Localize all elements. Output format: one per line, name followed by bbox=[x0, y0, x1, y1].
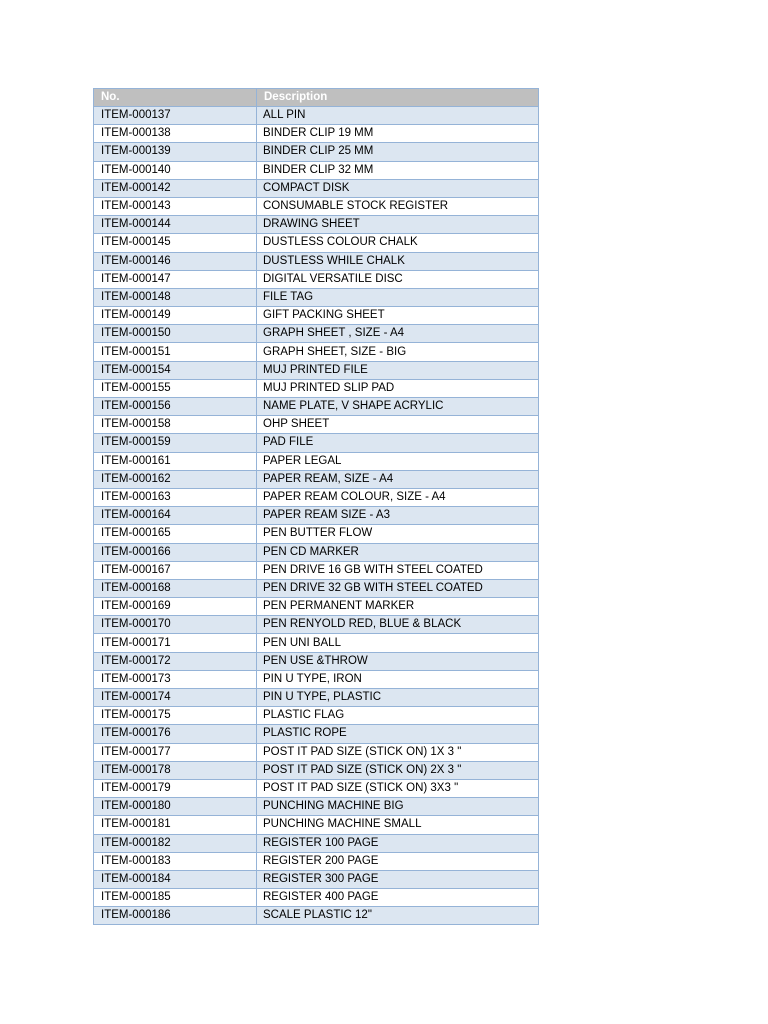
item-number-cell: ITEM-000147 bbox=[94, 270, 257, 288]
item-number-cell: ITEM-000150 bbox=[94, 325, 257, 343]
item-number-cell: ITEM-000174 bbox=[94, 689, 257, 707]
item-number-cell: ITEM-000164 bbox=[94, 507, 257, 525]
item-number-cell: ITEM-000185 bbox=[94, 889, 257, 907]
table-row bbox=[94, 689, 539, 707]
item-description-cell: PUNCHING MACHINE SMALL bbox=[257, 816, 539, 834]
table-row bbox=[94, 143, 539, 161]
item-description-cell: PEN USE &THROW bbox=[257, 652, 539, 670]
header-row bbox=[94, 89, 539, 107]
table-row bbox=[94, 507, 539, 525]
item-number-cell: ITEM-000161 bbox=[94, 452, 257, 470]
item-description-cell: PEN CD MARKER bbox=[257, 543, 539, 561]
table-row bbox=[94, 270, 539, 288]
table-row bbox=[94, 834, 539, 852]
item-number-cell: ITEM-000167 bbox=[94, 561, 257, 579]
table-row bbox=[94, 870, 539, 888]
item-description-cell: PLASTIC ROPE bbox=[257, 725, 539, 743]
table-row bbox=[94, 488, 539, 506]
item-number-cell: ITEM-000170 bbox=[94, 616, 257, 634]
item-description-cell: PAPER REAM SIZE - A3 bbox=[257, 507, 539, 525]
table-body bbox=[94, 107, 539, 925]
table-row bbox=[94, 543, 539, 561]
table-row bbox=[94, 125, 539, 143]
table-row bbox=[94, 416, 539, 434]
table-row bbox=[94, 161, 539, 179]
item-number-cell: ITEM-000172 bbox=[94, 652, 257, 670]
table-row bbox=[94, 561, 539, 579]
item-number-cell: ITEM-000166 bbox=[94, 543, 257, 561]
item-description-cell: PEN BUTTER FLOW bbox=[257, 525, 539, 543]
item-description-cell: GIFT PACKING SHEET bbox=[257, 307, 539, 325]
table-row bbox=[94, 852, 539, 870]
item-number-cell: ITEM-000168 bbox=[94, 579, 257, 597]
table-row bbox=[94, 816, 539, 834]
item-number-cell: ITEM-000175 bbox=[94, 707, 257, 725]
table-row bbox=[94, 743, 539, 761]
item-number-cell: ITEM-000137 bbox=[94, 107, 257, 125]
item-description-cell: REGISTER 400 PAGE bbox=[257, 889, 539, 907]
item-description-cell: PUNCHING MACHINE BIG bbox=[257, 798, 539, 816]
table-row bbox=[94, 434, 539, 452]
item-number-cell: ITEM-000180 bbox=[94, 798, 257, 816]
table-row bbox=[94, 634, 539, 652]
item-description-cell: COMPACT DISK bbox=[257, 179, 539, 197]
item-number-cell: ITEM-000184 bbox=[94, 870, 257, 888]
table-row bbox=[94, 288, 539, 306]
item-number-cell: ITEM-000165 bbox=[94, 525, 257, 543]
column-header-description: Description bbox=[257, 89, 539, 107]
item-number-cell: ITEM-000138 bbox=[94, 125, 257, 143]
table-row bbox=[94, 343, 539, 361]
item-description-cell: MUJ PRINTED FILE bbox=[257, 361, 539, 379]
item-number-cell: ITEM-000162 bbox=[94, 470, 257, 488]
item-number-cell: ITEM-000146 bbox=[94, 252, 257, 270]
item-description-cell: POST IT PAD SIZE (STICK ON) 2X 3 " bbox=[257, 761, 539, 779]
item-number-cell: ITEM-000177 bbox=[94, 743, 257, 761]
item-description-cell: DUSTLESS COLOUR CHALK bbox=[257, 234, 539, 252]
item-description-cell: ALL PIN bbox=[257, 107, 539, 125]
item-number-cell: ITEM-000156 bbox=[94, 398, 257, 416]
item-description-cell: POST IT PAD SIZE (STICK ON) 1X 3 " bbox=[257, 743, 539, 761]
item-description-cell: DRAWING SHEET bbox=[257, 216, 539, 234]
table-row bbox=[94, 889, 539, 907]
item-description-cell: BINDER CLIP 25 MM bbox=[257, 143, 539, 161]
table-row bbox=[94, 652, 539, 670]
item-number-cell: ITEM-000148 bbox=[94, 288, 257, 306]
item-description-cell: NAME PLATE, V SHAPE ACRYLIC bbox=[257, 398, 539, 416]
table-row bbox=[94, 179, 539, 197]
item-description-cell: PAPER REAM COLOUR, SIZE - A4 bbox=[257, 488, 539, 506]
item-description-cell: PLASTIC FLAG bbox=[257, 707, 539, 725]
table-row bbox=[94, 798, 539, 816]
table-row bbox=[94, 907, 539, 925]
item-description-cell: CONSUMABLE STOCK REGISTER bbox=[257, 197, 539, 215]
item-table bbox=[93, 88, 539, 925]
table-row bbox=[94, 234, 539, 252]
item-number-cell: ITEM-000154 bbox=[94, 361, 257, 379]
item-number-cell: ITEM-000163 bbox=[94, 488, 257, 506]
table-row bbox=[94, 779, 539, 797]
table-row bbox=[94, 725, 539, 743]
item-number-cell: ITEM-000178 bbox=[94, 761, 257, 779]
item-description-cell: POST IT PAD SIZE (STICK ON) 3X3 " bbox=[257, 779, 539, 797]
table-row bbox=[94, 670, 539, 688]
item-description-cell: OHP SHEET bbox=[257, 416, 539, 434]
table-row bbox=[94, 616, 539, 634]
item-description-cell: PEN DRIVE 32 GB WITH STEEL COATED bbox=[257, 579, 539, 597]
item-description-cell: DIGITAL VERSATILE DISC bbox=[257, 270, 539, 288]
item-number-cell: ITEM-000171 bbox=[94, 634, 257, 652]
item-description-cell: MUJ PRINTED SLIP PAD bbox=[257, 379, 539, 397]
item-description-cell: SCALE PLASTIC 12" bbox=[257, 907, 539, 925]
item-description-cell: PAPER REAM, SIZE - A4 bbox=[257, 470, 539, 488]
item-number-cell: ITEM-000144 bbox=[94, 216, 257, 234]
item-description-cell: PIN U TYPE, IRON bbox=[257, 670, 539, 688]
item-number-cell: ITEM-000179 bbox=[94, 779, 257, 797]
item-description-cell: REGISTER 300 PAGE bbox=[257, 870, 539, 888]
item-number-cell: ITEM-000159 bbox=[94, 434, 257, 452]
table-row bbox=[94, 307, 539, 325]
item-description-cell: BINDER CLIP 32 MM bbox=[257, 161, 539, 179]
item-number-cell: ITEM-000173 bbox=[94, 670, 257, 688]
item-description-cell: PEN RENYOLD RED, BLUE & BLACK bbox=[257, 616, 539, 634]
item-description-cell: PEN DRIVE 16 GB WITH STEEL COATED bbox=[257, 561, 539, 579]
table-row bbox=[94, 598, 539, 616]
item-number-cell: ITEM-000155 bbox=[94, 379, 257, 397]
item-description-cell: BINDER CLIP 19 MM bbox=[257, 125, 539, 143]
table-row bbox=[94, 707, 539, 725]
item-description-cell: GRAPH SHEET , SIZE - A4 bbox=[257, 325, 539, 343]
table-row bbox=[94, 525, 539, 543]
item-description-cell: PAD FILE bbox=[257, 434, 539, 452]
table-row bbox=[94, 579, 539, 597]
item-number-cell: ITEM-000169 bbox=[94, 598, 257, 616]
item-number-cell: ITEM-000158 bbox=[94, 416, 257, 434]
item-number-cell: ITEM-000151 bbox=[94, 343, 257, 361]
item-description-cell: GRAPH SHEET, SIZE - BIG bbox=[257, 343, 539, 361]
item-number-cell: ITEM-000139 bbox=[94, 143, 257, 161]
item-number-cell: ITEM-000183 bbox=[94, 852, 257, 870]
item-number-cell: ITEM-000140 bbox=[94, 161, 257, 179]
column-header-no: No. bbox=[94, 89, 257, 107]
item-description-cell: PEN UNI BALL bbox=[257, 634, 539, 652]
table-row bbox=[94, 197, 539, 215]
item-number-cell: ITEM-000149 bbox=[94, 307, 257, 325]
item-number-cell: ITEM-000145 bbox=[94, 234, 257, 252]
item-number-cell: ITEM-000142 bbox=[94, 179, 257, 197]
item-description-cell: REGISTER 200 PAGE bbox=[257, 852, 539, 870]
item-number-cell: ITEM-000176 bbox=[94, 725, 257, 743]
table-row bbox=[94, 398, 539, 416]
table-row bbox=[94, 216, 539, 234]
table-row bbox=[94, 470, 539, 488]
item-description-cell: FILE TAG bbox=[257, 288, 539, 306]
table-row bbox=[94, 452, 539, 470]
item-description-cell: PIN U TYPE, PLASTIC bbox=[257, 689, 539, 707]
table-row bbox=[94, 107, 539, 125]
item-number-cell: ITEM-000186 bbox=[94, 907, 257, 925]
item-description-cell: DUSTLESS WHILE CHALK bbox=[257, 252, 539, 270]
item-number-cell: ITEM-000182 bbox=[94, 834, 257, 852]
table-row bbox=[94, 761, 539, 779]
table-row bbox=[94, 379, 539, 397]
table-row bbox=[94, 361, 539, 379]
item-number-cell: ITEM-000181 bbox=[94, 816, 257, 834]
item-description-cell: PAPER LEGAL bbox=[257, 452, 539, 470]
item-description-cell: REGISTER 100 PAGE bbox=[257, 834, 539, 852]
table-row bbox=[94, 325, 539, 343]
item-description-cell: PEN PERMANENT MARKER bbox=[257, 598, 539, 616]
table-row bbox=[94, 252, 539, 270]
item-number-cell: ITEM-000143 bbox=[94, 197, 257, 215]
